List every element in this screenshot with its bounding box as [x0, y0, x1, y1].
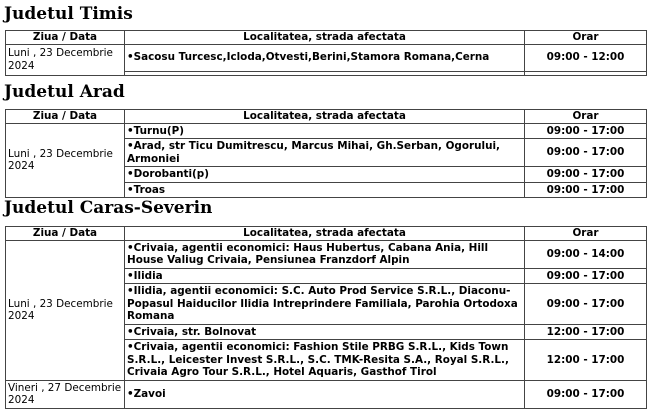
time-cell: 09:00 - 17:00: [525, 182, 647, 198]
date-cell: Luni , 23 Decembrie 2024: [6, 240, 125, 380]
table-header-row: [6, 31, 647, 45]
table-header-row: [6, 227, 647, 241]
location-cell: •Zavoi: [125, 380, 525, 408]
date-cell: Vineri , 27 Decembrie 2024: [6, 380, 125, 408]
date-cell: Luni , 23 Decembrie 2024: [6, 123, 125, 198]
column-header-date: Ziua / Data: [6, 31, 125, 45]
column-header-location: Localitatea, strada afectata: [125, 227, 525, 241]
column-header-time: Orar: [525, 227, 647, 241]
column-header-location: Localitatea, strada afectata: [125, 31, 525, 45]
location-cell: •Arad, str Ticu Dumitrescu, Marcus Mihai, Gh.Serban, Ogorului, Armoniei: [125, 139, 525, 167]
table-row: [6, 44, 647, 71]
table-row: [6, 123, 647, 139]
time-cell: 12:00 - 17:00: [525, 340, 647, 381]
location-cell: •Ilidia: [125, 268, 525, 284]
outage-table-caras-severin: [5, 226, 647, 409]
table-row: [6, 380, 647, 408]
county-heading-timis: Judetul Timis: [4, 4, 133, 24]
outage-table-arad: [5, 109, 647, 198]
time-cell: 09:00 - 17:00: [525, 380, 647, 408]
location-cell: •Sacosu Turcesc,Icloda,Otvesti,Berini,Stamora Romana,Cerna: [125, 44, 525, 71]
time-cell: 09:00 - 17:00: [525, 123, 647, 139]
date-cell: Luni , 23 Decembrie 2024: [6, 44, 125, 75]
location-cell: •Crivaia, agentii economici: Fashion Stile PRBG S.R.L., Kids Town S.R.L., Leicester Invest S.R.L., S.C. TMK-Resita S.A., Royal S.R.L., Crivaia Agro Tour S.R.L., Hotel Aquaris, Gasthof Tirol: [125, 340, 525, 381]
column-header-date: Ziua / Data: [6, 110, 125, 124]
time-cell: 09:00 - 17:00: [525, 284, 647, 325]
time-cell: 09:00 - 17:00: [525, 167, 647, 183]
time-cell: 09:00 - 17:00: [525, 139, 647, 167]
time-cell: 12:00 - 17:00: [525, 324, 647, 340]
time-cell: 09:00 - 17:00: [525, 268, 647, 284]
time-cell: 09:00 - 12:00: [525, 44, 647, 71]
county-heading-caras-severin: Judetul Caras-Severin: [4, 198, 213, 218]
location-cell: •Crivaia, str. Bolnovat: [125, 324, 525, 340]
location-cell: •Troas: [125, 182, 525, 198]
location-cell: •Dorobanti(p): [125, 167, 525, 183]
column-header-date: Ziua / Data: [6, 227, 125, 241]
table-row: [6, 240, 647, 268]
county-heading-arad: Judetul Arad: [4, 82, 125, 102]
location-cell: •Turnu(P): [125, 123, 525, 139]
column-header-time: Orar: [525, 110, 647, 124]
time-cell: 09:00 - 14:00: [525, 240, 647, 268]
column-header-location: Localitatea, strada afectata: [125, 110, 525, 124]
outage-table-timis: [5, 30, 647, 76]
table-header-row: [6, 110, 647, 124]
location-cell: •Ilidia, agentii economici: S.C. Auto Prod Service S.R.L., Diaconu-Popasul Haiducilor Ilidia Intreprindere Familiala, Parohia Ortodoxa Romana: [125, 284, 525, 325]
column-header-time: Orar: [525, 31, 647, 45]
location-cell: •Crivaia, agentii economici: Haus Hubertus, Cabana Ania, Hill House Valiug Crivaia, Pensiunea Franzdorf Alpin: [125, 240, 525, 268]
